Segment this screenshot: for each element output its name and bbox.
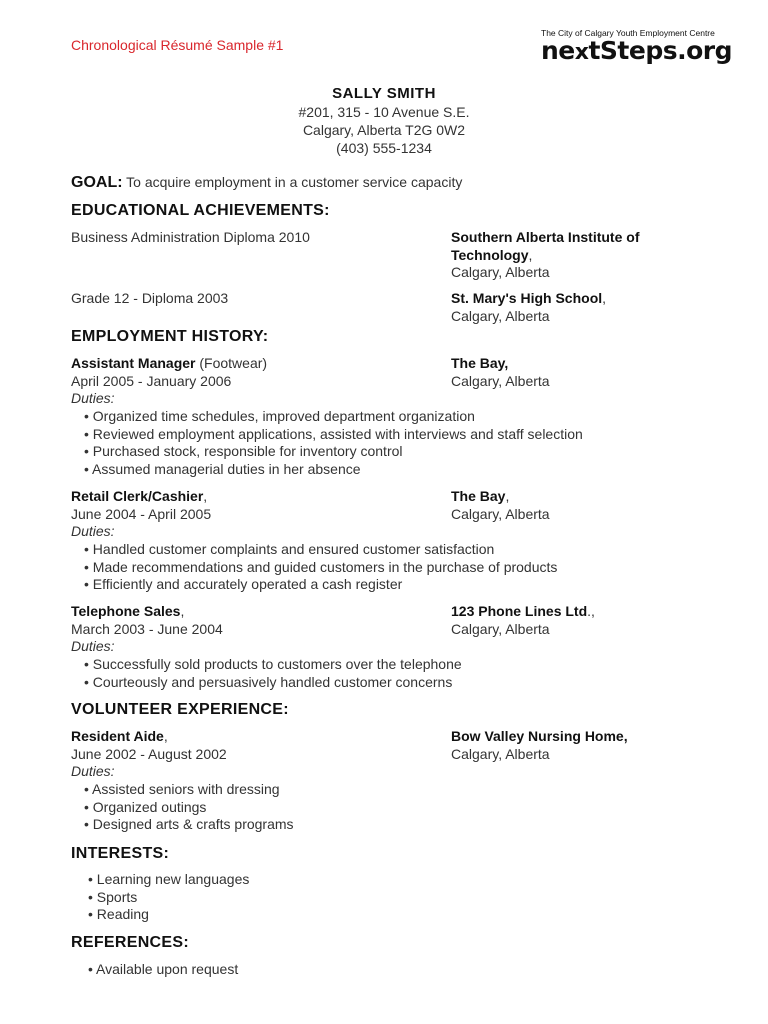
duty-text: Organized time schedules, improved department organization: [92, 408, 475, 424]
duties-label: Duties:: [71, 523, 115, 540]
employer-location: Calgary, Alberta: [451, 505, 550, 522]
duty-text: Made recommendations and guided customers in the purchase of products: [92, 558, 558, 575]
organization-name: Bow Valley Nursing Home,: [451, 728, 628, 744]
volunteer-heading: VOLUNTEER EXPERIENCE:: [71, 701, 289, 718]
school-name: Southern Alberta Institute of Technology: [451, 229, 640, 263]
duty-item: • Efficiently and accurately operated a cash register: [84, 576, 403, 593]
employer-name: The Bay: [451, 488, 506, 504]
employer-name: The Bay,: [451, 355, 509, 371]
job-dates: March 2003 - June 2004: [71, 620, 223, 637]
education-institution: [451, 229, 681, 282]
job-title: Telephone Sales: [71, 603, 181, 619]
applicant-name: SALLY SMITH: [332, 85, 436, 102]
education-credential: Business Administration Diploma 2010: [71, 229, 310, 245]
logo-caption: The City of Calgary Youth Employment Centre: [541, 28, 715, 38]
employer-location: Calgary, Alberta: [451, 620, 550, 637]
duty-text: Assumed managerial duties in her absence: [92, 460, 361, 477]
volunteer-title: Resident Aide: [71, 728, 164, 744]
address-line-2: Calgary, Alberta T2G 0W2: [302, 122, 466, 138]
job-details: [71, 488, 441, 541]
duty-item: • Reviewed employment applications, assisted with interviews and staff selection: [84, 425, 583, 442]
address-line-1: #201, 315 - 10 Avenue S.E.: [298, 104, 470, 120]
duties-label: Duties:: [71, 390, 115, 407]
job-title-suffix: (Footwear): [195, 355, 268, 371]
job-dates: June 2004 - April 2005: [71, 505, 212, 522]
employer-block: [451, 603, 701, 638]
duties-list: [71, 541, 701, 594]
school-name: St. Mary's High School: [451, 290, 603, 306]
job-title: Assistant Manager: [71, 355, 196, 371]
duty-item: • Purchased stock, responsible for inventory control: [84, 443, 403, 460]
duties-label: Duties:: [71, 638, 115, 655]
employment-heading: EMPLOYMENT HISTORY:: [71, 328, 269, 345]
interest-text: Learning new languages: [96, 871, 250, 887]
logo-x-mark: x: [574, 40, 589, 65]
school-suffix: ,: [528, 246, 533, 263]
interest-text: Reading: [96, 906, 149, 923]
logo-wordmark: [541, 36, 733, 66]
employer-name: 123 Phone Lines Ltd: [451, 603, 588, 619]
duty-text: Assisted seniors with dressing: [92, 781, 280, 797]
education-institution: [451, 290, 701, 325]
duties-list: [71, 408, 701, 478]
interest-item: • Sports: [88, 888, 138, 905]
interests-list: [71, 871, 701, 924]
volunteer-details: [71, 728, 441, 781]
goal-text: To acquire employment in a customer service capacity: [122, 174, 463, 190]
duty-item: • Courteously and persuasively handled customer concerns: [84, 673, 453, 690]
school-location: Calgary, Alberta: [451, 307, 550, 324]
contact-header: [0, 84, 768, 157]
duty-item: • Organized outings: [84, 798, 207, 815]
organization-location: Calgary, Alberta: [451, 745, 550, 762]
logo-word-part: ne: [541, 36, 575, 65]
job-title-suffix: ,: [203, 488, 208, 504]
interests-heading: INTERESTS:: [71, 845, 170, 862]
reference-text: Available upon request: [96, 961, 239, 977]
sample-title: Chronological Résumé Sample #1: [71, 37, 284, 53]
job-dates: April 2005 - January 2006: [71, 372, 232, 389]
references-heading: REFERENCES:: [71, 934, 189, 951]
volunteer-dates: June 2002 - August 2002: [71, 745, 227, 762]
duty-text: Courteously and persuasively handled customer concerns: [92, 673, 453, 690]
duty-text: Handled customer complaints and ensured customer satisfaction: [92, 541, 495, 557]
duty-item: • Designed arts & crafts programs: [84, 816, 294, 833]
education-heading: EDUCATIONAL ACHIEVEMENTS:: [71, 202, 330, 219]
job-title: Retail Clerk/Cashier: [71, 488, 204, 504]
employer-block: [451, 488, 701, 523]
duties-list: [71, 656, 701, 691]
duty-text: Successfully sold products to customers over the telephone: [92, 656, 462, 672]
duty-item: • Successfully sold products to customers over the telephone: [84, 656, 462, 672]
employer-location: Calgary, Alberta: [451, 372, 550, 389]
duty-item: • Organized time schedules, improved department organization: [84, 408, 475, 424]
duty-text: Designed arts & crafts programs: [92, 816, 294, 833]
employer-suffix: ,: [505, 488, 510, 504]
interest-text: Sports: [96, 888, 138, 905]
interest-item: • Learning new languages: [88, 871, 250, 887]
education-credential: Grade 12 - Diploma 2003: [71, 290, 229, 306]
employer-suffix: .,: [587, 603, 595, 619]
duty-item: • Handled customer complaints and ensured customer satisfaction: [84, 541, 495, 557]
references-list: [71, 961, 701, 979]
volunteer-organization: [451, 728, 701, 763]
job-details: [71, 355, 441, 408]
duty-text: Reviewed employment applications, assisted with interviews and staff selection: [92, 425, 583, 442]
school-suffix: ,: [602, 290, 607, 306]
goal-statement: [71, 174, 462, 192]
duty-text: Organized outings: [92, 798, 207, 815]
job-details: [71, 603, 441, 656]
employer-block: [451, 355, 701, 390]
interest-item: • Reading: [88, 906, 149, 923]
volunteer-title-suffix: ,: [163, 728, 168, 744]
logo-word-part: tSteps.org: [588, 36, 733, 65]
duty-item: • Assisted seniors with dressing: [84, 781, 280, 797]
reference-item: • Available upon request: [88, 961, 239, 977]
phone-number: (403) 555-1234: [336, 140, 432, 156]
duty-item: • Assumed managerial duties in her absence: [84, 460, 361, 477]
goal-label: GOAL:: [71, 174, 123, 191]
duty-text: Purchased stock, responsible for inventory control: [92, 443, 403, 460]
duties-label: Duties:: [71, 763, 115, 780]
nextsteps-logo: [541, 28, 733, 66]
duties-list: [71, 781, 701, 834]
duty-text: Efficiently and accurately operated a cash register: [92, 576, 403, 593]
job-title-suffix: ,: [180, 603, 185, 619]
school-location: Calgary, Alberta: [451, 264, 550, 281]
duty-item: • Made recommendations and guided customers in the purchase of products: [84, 558, 558, 575]
